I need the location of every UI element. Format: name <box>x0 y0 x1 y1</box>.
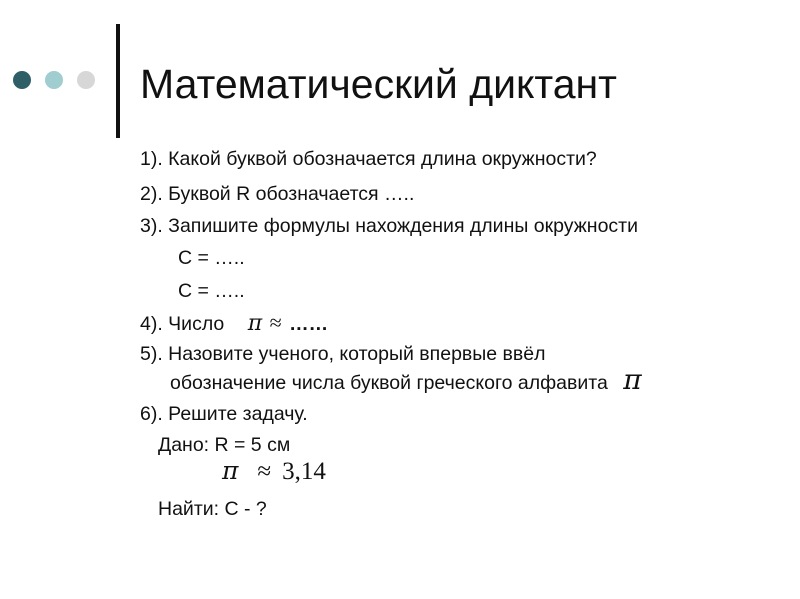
bullet-dot-light <box>45 71 63 89</box>
question-5-line-1: 5). Назовите ученого, который впервые ввёл <box>140 343 546 365</box>
question-2: 2). Буквой R обозначается ….. <box>140 183 415 205</box>
question-5-text: обозначение числа буквой греческого алфавита <box>170 372 608 394</box>
find-line: Найти: С - ? <box>158 498 267 520</box>
question-4-label: 4). Число <box>140 313 225 335</box>
pi-icon: π <box>623 363 642 396</box>
formula-line-1: С = ….. <box>178 247 245 269</box>
question-6: 6). Решите задачу. <box>140 403 308 425</box>
question-1: 1). Какой буквой обозначается длина окружности? <box>140 148 597 170</box>
question-3: 3). Запишите формулы нахождения длины окружности <box>140 215 638 237</box>
question-5-line-2 <box>170 363 642 396</box>
page-title: Математический диктант <box>140 61 617 107</box>
approx-symbol: ≈ <box>269 310 282 335</box>
pi-value-line <box>222 456 326 487</box>
given-line: Дано: R = 5 см <box>158 434 291 456</box>
pi-value: 3,14 <box>282 458 326 485</box>
bullet-dot-gray <box>77 71 95 89</box>
bullet-dot-dark <box>13 71 31 89</box>
question-4 <box>140 310 328 337</box>
title-divider <box>116 24 120 138</box>
pi-icon: π <box>247 311 263 336</box>
question-4-dots: …… <box>289 313 329 335</box>
pi-icon: π <box>222 456 239 485</box>
approx-symbol: ≈ <box>257 458 272 485</box>
formula-line-2: С = ….. <box>178 280 245 302</box>
